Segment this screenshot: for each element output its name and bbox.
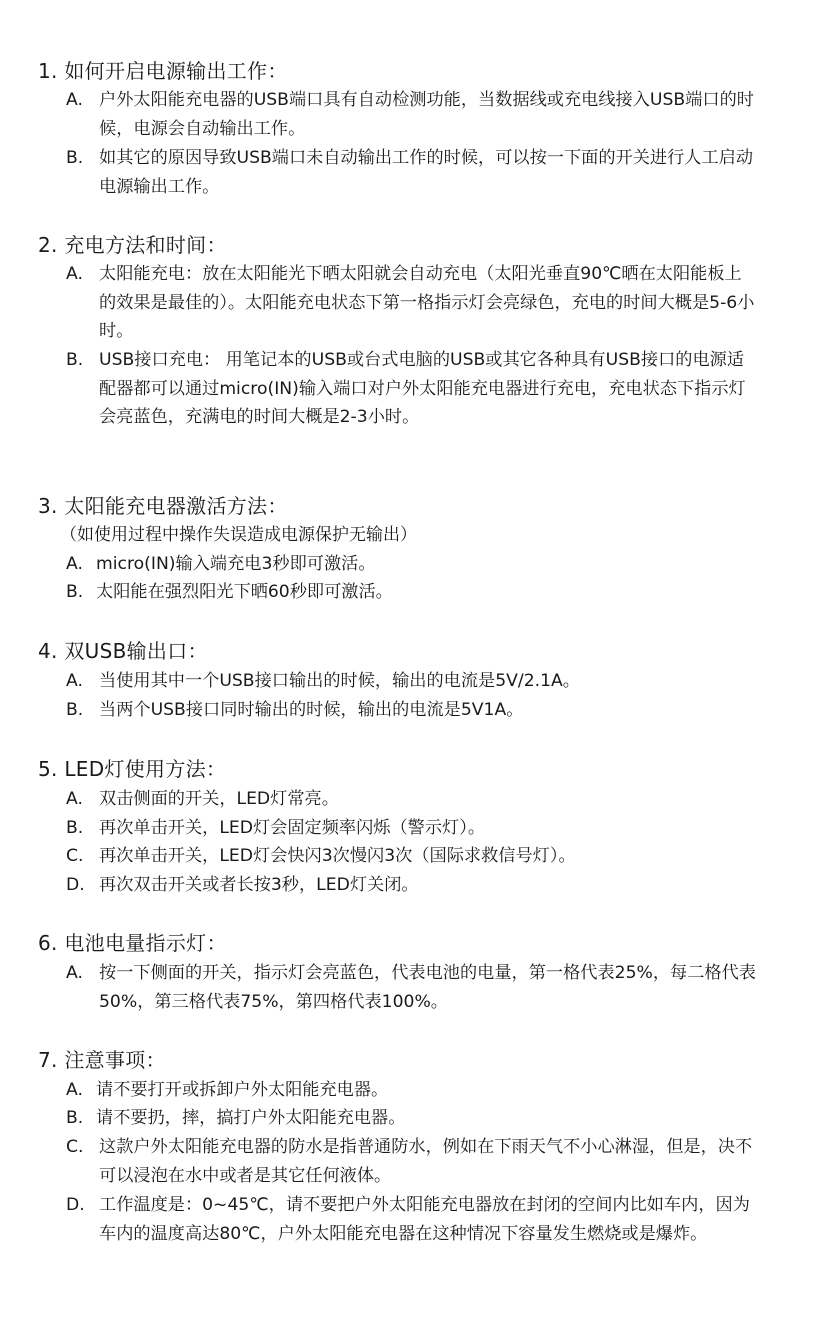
item-text: micro(IN)输入端充电3秒即可激活。 <box>96 554 376 574</box>
list-item <box>66 550 756 579</box>
item-text: 太阳能在强烈阳光下晒60秒即可激活。 <box>96 582 393 602</box>
item-text: 再次单击开关，LED灯会固定频率闪烁（警示灯）。 <box>99 818 486 838</box>
list-item <box>66 871 756 900</box>
list-item <box>66 86 756 143</box>
list-item <box>66 785 756 814</box>
list-item <box>66 1104 756 1133</box>
item-text: 再次双击开关或者长按3秒，LED灯关闭。 <box>99 875 419 895</box>
section-heading: 6. 电池电量指示灯： <box>38 931 227 955</box>
item-text: USB接口充电： 用笔记本的USB或台式电脑的USB或其它各种具有USB接口的电源适配器都可以通过micro(IN)输入端口对户外太阳能充电器进行充电，充电状态下指示灯会亮蓝色，充满电的时间大概是2-3小时。 <box>99 350 746 427</box>
item-label: B. <box>66 700 84 720</box>
item-text: 按一下侧面的开关，指示灯会亮蓝色，代表电池的电量，第一格代表25%，每二格代表50%，第三格代表75%，第四格代表100%。 <box>99 963 756 1012</box>
list-item <box>66 1191 756 1248</box>
item-label: A. <box>66 264 83 284</box>
list-item <box>66 842 756 871</box>
list-item <box>66 346 756 432</box>
item-label: B. <box>66 350 84 370</box>
list-item <box>66 814 756 843</box>
list-item <box>66 1133 756 1190</box>
list-item <box>66 578 756 607</box>
item-text: 这款户外太阳能充电器的防水是指普通防水，例如在下雨天气不小心淋湿，但是，决不可以浸泡在水中或者是其它任何液体。 <box>99 1137 753 1186</box>
item-label: A. <box>66 671 83 691</box>
item-label: B. <box>66 582 84 602</box>
item-text: 当使用其中一个USB接口输出的时候，输出的电流是5V/2.1A。 <box>99 671 580 691</box>
list-item <box>66 1076 756 1105</box>
item-text: 如其它的原因导致USB端口未自动输出工作的时候，可以按一下面的开关进行人工启动电源输出工作。 <box>99 148 754 197</box>
item-label: A. <box>66 789 83 809</box>
section-note: （如使用过程中操作失误造成电源保护无输出） <box>60 525 417 545</box>
list-item <box>66 260 756 346</box>
item-label: C. <box>66 846 84 866</box>
item-text: 太阳能充电：放在太阳能光下晒太阳就会自动充电（太阳光垂直90℃晒在太阳能板上的效果是最佳的）。太阳能充电状态下第一格指示灯会亮绿色，充电的时间大概是5-6小时。 <box>99 264 755 341</box>
item-label: C. <box>66 1137 84 1157</box>
item-text: 双击侧面的开关，LED灯常亮。 <box>99 789 339 809</box>
item-label: A. <box>66 1080 83 1100</box>
item-label: A. <box>66 90 83 110</box>
section-heading: 7. 注意事项： <box>38 1048 166 1072</box>
item-text: 户外太阳能充电器的USB端口具有自动检测功能，当数据线或充电线接入USB端口的时候，电源会自动输出工作。 <box>99 90 754 139</box>
list-item <box>66 667 756 696</box>
list-item <box>66 144 756 201</box>
list-item <box>66 696 756 725</box>
section-heading: 1. 如何开启电源输出工作： <box>38 59 288 83</box>
item-label: B. <box>66 818 84 838</box>
section-heading: 5. LED灯使用方法： <box>38 757 227 781</box>
item-label: D. <box>66 1195 85 1215</box>
item-text: 请不要打开或拆卸户外太阳能充电器。 <box>96 1080 389 1100</box>
section-heading: 3. 太阳能充电器激活方法： <box>38 494 288 518</box>
item-label: B. <box>66 1108 84 1128</box>
list-item <box>66 959 756 1016</box>
item-label: A. <box>66 963 83 983</box>
item-text: 当两个USB接口同时输出的时候，输出的电流是5V1A。 <box>99 700 524 720</box>
item-text: 请不要扔，摔，搞打户外太阳能充电器。 <box>96 1108 406 1128</box>
item-label: B. <box>66 148 84 168</box>
item-text: 再次单击开关，LED灯会快闪3次慢闪3次（国际求救信号灯）。 <box>99 846 576 866</box>
item-text: 工作温度是：0~45℃，请不要把户外太阳能充电器放在封闭的空间内比如车内，因为车内的温度高达80℃，户外太阳能充电器在这种情况下容量发生燃烧或是爆炸。 <box>99 1195 750 1244</box>
item-label: A. <box>66 554 83 574</box>
section-heading: 2. 充电方法和时间： <box>38 233 227 257</box>
section-heading: 4. 双USB输出口： <box>38 639 208 663</box>
item-label: D. <box>66 875 85 895</box>
